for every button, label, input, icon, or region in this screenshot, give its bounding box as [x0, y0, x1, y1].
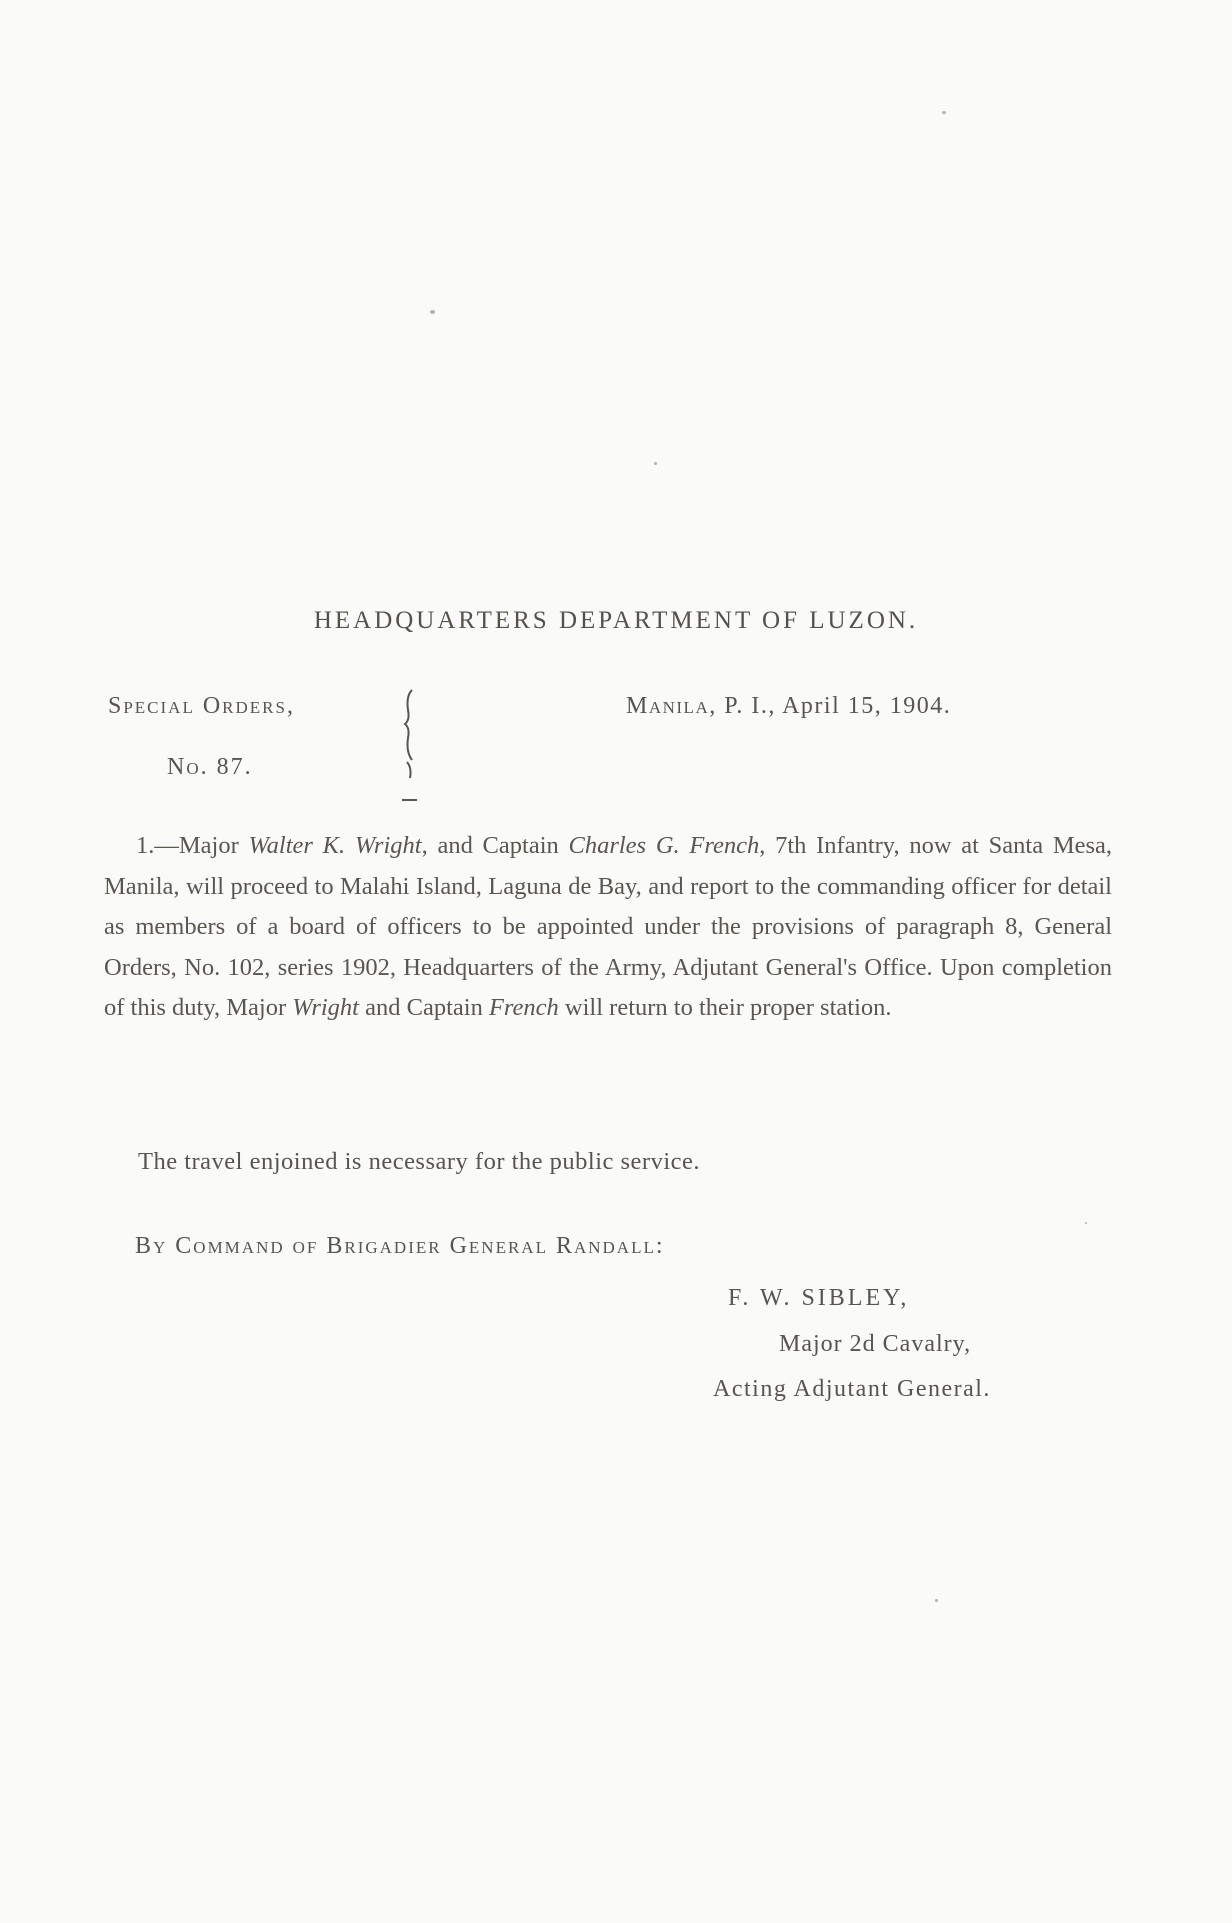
paragraph-text: [104, 826, 1112, 1029]
travel-note: The travel enjoined is necessary for the public service.: [138, 1148, 701, 1175]
paragraph-number: 1.: [136, 832, 155, 859]
place-name: Manila: [626, 693, 710, 719]
signer-rank: Major 2d Cavalry,: [779, 1331, 972, 1357]
paragraph-segment: will return to their proper station.: [558, 994, 892, 1021]
paragraph-segment: —Major: [154, 832, 249, 859]
order-paragraph: [104, 826, 1112, 1029]
officer-name: Walter K. Wright: [248, 832, 422, 859]
signer-name: F. W. SIBLEY,: [728, 1285, 910, 1311]
officer-name: Charles G. French: [568, 832, 760, 859]
place-date-suffix: , P. I., April 15, 1904.: [709, 693, 952, 719]
paper-speck: [654, 462, 657, 465]
special-orders-label: Special Orders,: [108, 693, 295, 719]
paragraph-segment: , and Captain: [421, 832, 569, 859]
orders-number: No. 87.: [167, 754, 253, 780]
signer-role: Acting Adjutant General.: [713, 1376, 991, 1402]
brace-mark: [400, 686, 420, 804]
place-and-date: [626, 693, 951, 720]
command-line: By Command of Brigadier General Randall:: [135, 1233, 665, 1259]
officer-name: Wright: [292, 994, 359, 1021]
paper-speck: [430, 310, 435, 314]
paper-speck: [942, 111, 946, 114]
document-heading: HEADQUARTERS DEPARTMENT OF LUZON.: [313, 607, 919, 634]
paper-speck: [1085, 1222, 1087, 1224]
officer-name: French: [488, 994, 559, 1021]
paragraph-segment: , 7th Infantry, now at Santa Mesa, Manila, will proceed to Malahi Island, Laguna de Bay, and report to the commanding officer for detail as members of a board of officers to be appointed under the provisions of paragraph 8, General Orders, No. 102, series 1902, Headquarters of the Army, Adjutant General's Office. Upon completion of this duty, Major: [104, 832, 1113, 1021]
paper-speck: [935, 1599, 938, 1602]
paragraph-segment: and Captain: [359, 994, 489, 1021]
